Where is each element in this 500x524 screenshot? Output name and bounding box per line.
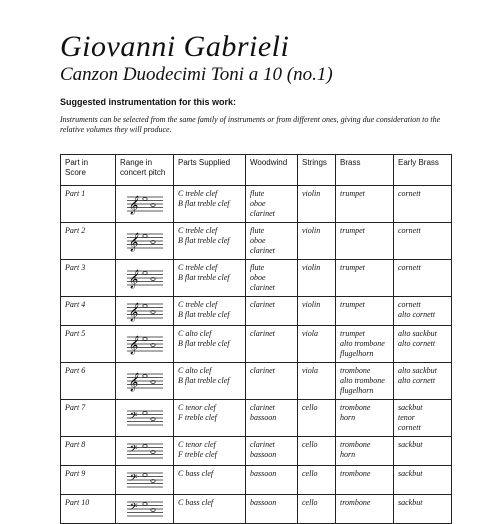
early-brass-cell-text: alto cornett — [398, 376, 436, 385]
brass-cell-text: trumpet — [340, 300, 365, 309]
early-brass-cell-text: cornett — [398, 423, 421, 432]
woodwind-cell-text: clarinet — [250, 209, 275, 218]
early-brass-cell — [394, 437, 452, 466]
part-cell: Part 3 — [61, 260, 116, 297]
woodwind-cell — [246, 260, 298, 297]
parts-supplied-cell — [174, 223, 246, 260]
range-cell — [116, 186, 174, 223]
parts-supplied-cell — [174, 260, 246, 297]
brass-cell-text: trumpet — [340, 189, 365, 198]
range-cell — [116, 363, 174, 400]
range-staff — [120, 189, 169, 219]
woodwind-cell-text: bassoon — [250, 469, 277, 478]
svg-text:𝄞: 𝄞 — [127, 195, 137, 214]
brass-cell-text: alto trombone — [340, 376, 385, 385]
strings-cell-text: cello — [302, 469, 318, 478]
strings-cell-text: viola — [302, 366, 318, 375]
brass-cell — [336, 400, 394, 437]
brass-cell — [336, 260, 394, 297]
woodwind-cell-text: flute — [250, 263, 265, 272]
strings-cell-text: cello — [302, 403, 318, 412]
header-range: Range in concert pitch — [116, 155, 174, 186]
woodwind-cell-text: clarinet — [250, 440, 275, 449]
part-cell: Part 8 — [61, 437, 116, 466]
early-brass-cell-text: sackbut — [398, 403, 423, 412]
brass-cell-text: trombone — [340, 498, 371, 507]
parts-supplied-cell-text: C tenor clef — [178, 403, 216, 412]
range-cell — [116, 297, 174, 326]
woodwind-cell — [246, 437, 298, 466]
suggested-heading: Suggested instrumentation for this work: — [60, 97, 237, 107]
brass-cell — [336, 326, 394, 363]
parts-supplied-cell-text: C bass clef — [178, 498, 214, 507]
svg-text:𝄢: 𝄢 — [127, 410, 136, 424]
range-staff — [120, 300, 169, 322]
brass-cell-text: flugelhorn — [340, 349, 374, 358]
parts-supplied-cell-text: C tenor clef — [178, 440, 216, 449]
parts-supplied-cell-text: F treble clef — [178, 450, 217, 459]
table-row — [61, 466, 452, 495]
parts-supplied-cell-text: B flat treble clef — [178, 236, 230, 245]
treble-clef-staff-icon — [125, 193, 165, 215]
range-staff — [120, 226, 169, 256]
woodwind-cell — [246, 363, 298, 400]
brass-cell-text: horn — [340, 413, 356, 422]
table-row — [61, 363, 452, 400]
parts-supplied-cell — [174, 466, 246, 495]
parts-supplied-cell-text: C treble clef — [178, 300, 218, 309]
instrumentation-table — [60, 154, 452, 524]
range-cell — [116, 326, 174, 363]
woodwind-cell-text: bassoon — [250, 498, 277, 507]
early-brass-cell-text: alto sackbut — [398, 366, 437, 375]
parts-supplied-cell-text: B flat treble clef — [178, 199, 230, 208]
part-cell: Part 2 — [61, 223, 116, 260]
table-row — [61, 260, 452, 297]
early-brass-cell — [394, 186, 452, 223]
parts-supplied-cell-text: C alto clef — [178, 366, 212, 375]
brass-cell-text: trumpet — [340, 226, 365, 235]
svg-text:𝄞: 𝄞 — [127, 269, 137, 288]
treble-clef-staff-icon — [125, 370, 165, 392]
woodwind-cell-text: flute — [250, 226, 265, 235]
strings-cell — [298, 223, 336, 260]
part-cell: Part 10 — [61, 495, 116, 524]
bass-clef-staff-icon — [125, 407, 165, 429]
svg-text:𝄞: 𝄞 — [127, 372, 137, 391]
table-row — [61, 437, 452, 466]
parts-supplied-cell — [174, 495, 246, 524]
early-brass-cell — [394, 495, 452, 524]
range-cell — [116, 260, 174, 297]
parts-supplied-cell-text: B flat treble clef — [178, 376, 230, 385]
brass-cell-text: trumpet — [340, 329, 365, 338]
part-cell: Part 1 — [61, 186, 116, 223]
early-brass-cell-text: cornett — [398, 226, 421, 235]
early-brass-cell-text: sackbut — [398, 469, 423, 478]
strings-cell — [298, 400, 336, 437]
svg-text:𝄞: 𝄞 — [127, 232, 137, 251]
brass-cell-text: trumpet — [340, 263, 365, 272]
strings-cell — [298, 495, 336, 524]
svg-text:𝄢: 𝄢 — [127, 501, 136, 515]
strings-cell — [298, 297, 336, 326]
early-brass-cell — [394, 260, 452, 297]
brass-cell-text: trombone — [340, 403, 371, 412]
parts-supplied-cell — [174, 400, 246, 437]
strings-cell — [298, 437, 336, 466]
strings-cell-text: cello — [302, 440, 318, 449]
woodwind-cell — [246, 400, 298, 437]
woodwind-cell-text: oboe — [250, 199, 266, 208]
brass-cell — [336, 495, 394, 524]
range-cell — [116, 495, 174, 524]
early-brass-cell — [394, 363, 452, 400]
svg-text:𝄢: 𝄢 — [127, 472, 136, 486]
early-brass-cell — [394, 466, 452, 495]
early-brass-cell-text: alto cornett — [398, 339, 436, 348]
strings-cell — [298, 260, 336, 297]
woodwind-cell — [246, 495, 298, 524]
brass-cell-text: alto trombone — [340, 339, 385, 348]
strings-cell-text: violin — [302, 263, 321, 272]
parts-supplied-cell-text: B flat treble clef — [178, 310, 230, 319]
brass-cell-text: horn — [340, 450, 356, 459]
strings-cell-text: cello — [302, 498, 318, 507]
composer-title: Giovanni Gabrieli — [60, 30, 290, 63]
early-brass-cell — [394, 297, 452, 326]
treble-clef-staff-icon — [125, 333, 165, 355]
early-brass-cell-text: sackbut — [398, 440, 423, 449]
woodwind-cell — [246, 297, 298, 326]
brass-cell — [336, 437, 394, 466]
range-staff — [120, 440, 169, 462]
early-brass-cell — [394, 400, 452, 437]
range-staff — [120, 263, 169, 293]
range-staff — [120, 403, 169, 433]
parts-supplied-cell-text: C alto clef — [178, 329, 212, 338]
strings-cell — [298, 326, 336, 363]
strings-cell-text: violin — [302, 189, 321, 198]
parts-supplied-cell-text: F treble clef — [178, 413, 217, 422]
woodwind-cell — [246, 186, 298, 223]
strings-cell — [298, 466, 336, 495]
brass-cell — [336, 466, 394, 495]
brass-cell-text: trombone — [340, 469, 371, 478]
woodwind-cell-text: clarinet — [250, 300, 275, 309]
brass-cell — [336, 363, 394, 400]
part-cell: Part 4 — [61, 297, 116, 326]
brass-cell-text: flugelhorn — [340, 386, 374, 395]
woodwind-cell-text: clarinet — [250, 403, 275, 412]
range-cell — [116, 437, 174, 466]
part-cell: Part 7 — [61, 400, 116, 437]
header-brass: Brass — [336, 155, 394, 186]
strings-cell-text: viola — [302, 329, 318, 338]
table-row — [61, 495, 452, 524]
woodwind-cell-text: bassoon — [250, 450, 277, 459]
table-row — [61, 400, 452, 437]
parts-supplied-cell-text: C treble clef — [178, 189, 218, 198]
table-row — [61, 297, 452, 326]
parts-supplied-cell — [174, 326, 246, 363]
brass-cell — [336, 186, 394, 223]
range-staff — [120, 329, 169, 359]
early-brass-cell-text: tenor — [398, 413, 415, 422]
woodwind-cell-text: clarinet — [250, 366, 275, 375]
bass-clef-staff-icon — [125, 498, 165, 520]
part-cell: Part 9 — [61, 466, 116, 495]
parts-supplied-cell-text: C bass clef — [178, 469, 214, 478]
woodwind-cell — [246, 223, 298, 260]
woodwind-cell-text: oboe — [250, 273, 266, 282]
parts-supplied-cell — [174, 297, 246, 326]
brass-cell-text: trombone — [340, 440, 371, 449]
header-early-brass: Early Brass — [394, 155, 452, 186]
parts-supplied-cell-text: B flat treble clef — [178, 273, 230, 282]
table-row — [61, 186, 452, 223]
woodwind-cell-text: clarinet — [250, 329, 275, 338]
woodwind-cell-text: flute — [250, 189, 265, 198]
woodwind-cell — [246, 326, 298, 363]
table-header-row — [61, 155, 452, 186]
range-cell — [116, 466, 174, 495]
parts-supplied-cell-text: C treble clef — [178, 226, 218, 235]
parts-supplied-cell — [174, 363, 246, 400]
woodwind-cell-text: oboe — [250, 236, 266, 245]
early-brass-cell-text: alto sackbut — [398, 329, 437, 338]
header-parts-supplied: Parts Supplied — [174, 155, 246, 186]
woodwind-cell-text: clarinet — [250, 283, 275, 292]
svg-text:𝄢: 𝄢 — [127, 443, 136, 457]
svg-text:𝄞: 𝄞 — [127, 335, 137, 354]
part-cell: Part 6 — [61, 363, 116, 400]
range-staff — [120, 469, 169, 491]
treble-clef-staff-icon — [125, 300, 165, 322]
woodwind-cell-text: clarinet — [250, 246, 275, 255]
brass-cell — [336, 223, 394, 260]
brass-cell — [336, 297, 394, 326]
brass-cell-text: trombone — [340, 366, 371, 375]
parts-supplied-cell-text: B flat treble clef — [178, 339, 230, 348]
early-brass-cell — [394, 326, 452, 363]
woodwind-cell — [246, 466, 298, 495]
work-subtitle: Canzon Duodecimi Toni a 10 (no.1) — [60, 64, 333, 85]
range-staff — [120, 498, 169, 520]
treble-clef-staff-icon — [125, 230, 165, 252]
strings-cell — [298, 363, 336, 400]
bass-clef-staff-icon — [125, 440, 165, 462]
woodwind-cell-text: bassoon — [250, 413, 277, 422]
svg-text:𝄞: 𝄞 — [127, 302, 137, 321]
strings-cell-text: violin — [302, 300, 321, 309]
parts-supplied-cell-text: C treble clef — [178, 263, 218, 272]
instrument-note: Instruments can be selected from the same family of instruments or from different ones, giving due consideration to the relative volumes they will produce. — [60, 115, 441, 135]
early-brass-cell-text: cornett — [398, 189, 421, 198]
range-cell — [116, 400, 174, 437]
early-brass-cell-text: cornett — [398, 263, 421, 272]
table-row — [61, 223, 452, 260]
early-brass-cell-text: alto cornett — [398, 310, 436, 319]
parts-supplied-cell — [174, 186, 246, 223]
strings-cell-text: violin — [302, 226, 321, 235]
header-part: Part in Score — [61, 155, 116, 186]
early-brass-cell-text: cornett — [398, 300, 421, 309]
strings-cell — [298, 186, 336, 223]
early-brass-cell — [394, 223, 452, 260]
range-staff — [120, 366, 169, 396]
header-strings: Strings — [298, 155, 336, 186]
treble-clef-staff-icon — [125, 267, 165, 289]
range-cell — [116, 223, 174, 260]
part-cell: Part 5 — [61, 326, 116, 363]
parts-supplied-cell — [174, 437, 246, 466]
bass-clef-staff-icon — [125, 469, 165, 491]
header-woodwind: Woodwind — [246, 155, 298, 186]
table-row — [61, 326, 452, 363]
early-brass-cell-text: sackbut — [398, 498, 423, 507]
